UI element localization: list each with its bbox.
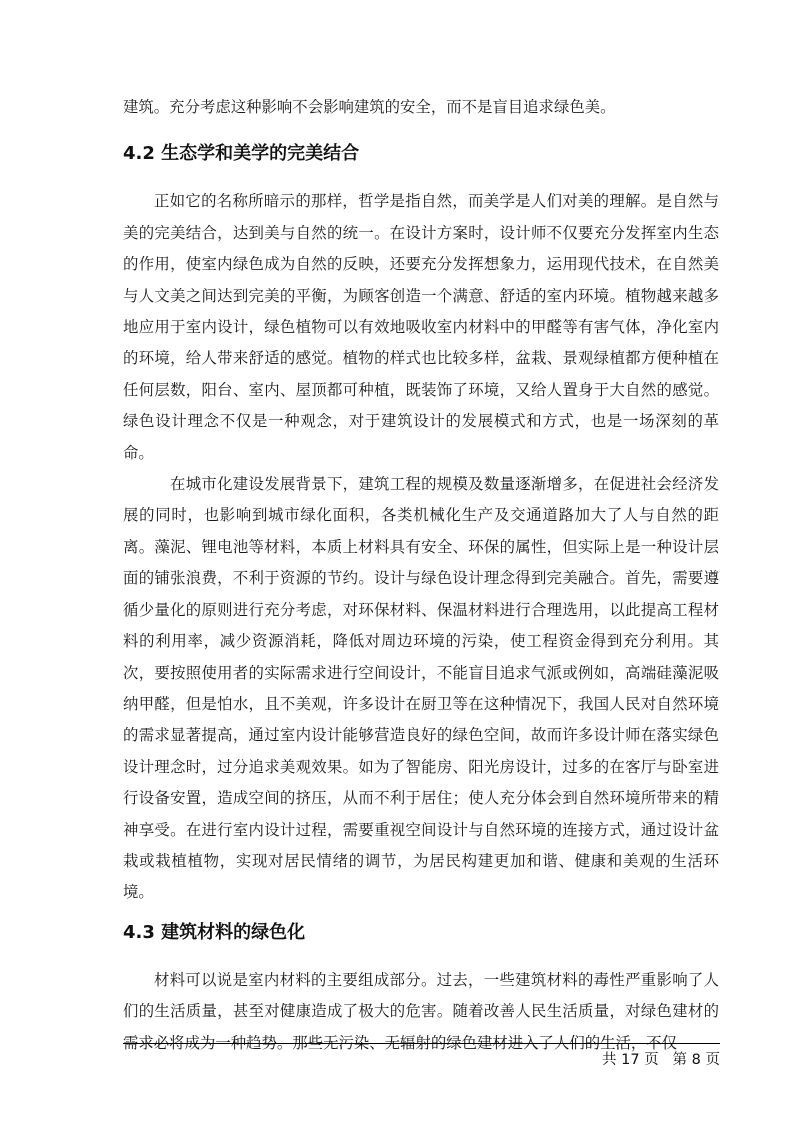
page-body <box>123 92 719 1059</box>
intro-paragraph: 建筑。充分考虑这种影响不会影响建筑的安全，而不是盲目追求绿色美。 <box>123 98 616 116</box>
section-heading-4-3: 4.3 建筑材料的绿色化 <box>123 921 306 943</box>
footer-divider <box>123 1043 720 1044</box>
section-heading-4-2: 4.2 生态学和美学的完美结合 <box>123 143 360 165</box>
page-number: 共 17 页 第 8 页 <box>602 1052 720 1068</box>
section-4-3-paragraph-1: 材料可以说是室内材料的主要组成部分。过去，一些建筑材料的毒性严重影响了人们的生活质量，甚至对健康造成了极大的危害。随着改善人民生活质量，对绿色建材的需求必将成为一种趋势。那些无污染、无辐射的绿色建材进入了人们的生活，不仅 <box>123 970 719 1052</box>
section-4-2-paragraph-1: 正如它的名称所暗示的那样，哲学是指自然，而美学是人们对美的理解。是自然与美的完美结合，达到美与自然的统一。在设计方案时，设计师不仅要充分发挥室内生态的作用，使室内绿色成为自然的反映，还要充分发挥想象力，运用现代技术，在自然美与人文美之间达到完美的平衡，为顾客创造一个满意、舒适的室内环境。植物越来越多地应用于室内设计，绿色植物可以有效地吸收室内材料中的甲醛等有害气体，净化室内的环境，给人带来舒适的感觉。植物的样式也比较多样，盆栽、景观绿植都方便种植在任何层数，阳台、室内、屋顶都可种植，既装饰了环境，又给人置身于大自然的感觉。绿色设计理念不仅是一种观念，对于建筑设计的发展模式和方式，也是一场深刻的革命。 <box>123 192 719 462</box>
section-4-2-paragraph-2: 在城市化建设发展背景下，建筑工程的规模及数量逐渐增多，在促进社会经济发展的同时，也影响到城市绿化面积，各类机械化生产及交通道路加大了人与自然的距离。藻泥、锂电池等材料，本质上材料具有安全、环保的属性，但实际上是一种设计层面的铺张浪费，不利于资源的节约。设计与绿色设计理念得到完美融合。首先，需要遵循少量化的原则进行充分考虑，对环保材料、保温材料进行合理选用，以此提高工程材料的利用率，减少资源消耗，降低对周边环境的污染，使工程资金得到充分利用。其次，要按照使用者的实际需求进行空间设计，不能盲目追求气派或例如，高端硅藻泥吸纳甲醛，但是怕水，且不美观，许多设计在厨卫等在这种情况下，我国人民对自然环境的需求显著提高，通过室内设计能够营造良好的绿色空间，故而许多设计师在落实绿色设计理念时，过分追求美观效果。如为了智能房、阳光房设计，过多的在客厅与卧室进行设备安置，造成空间的挤压，从而不利于居住；使人充分体会到自然环境所带来的精神享受。在进行室内设计过程，需要重视空间设计与自然环境的连接方式，通过设计盆栽或栽植植物，实现对居民情绪的调节，为居民构建更加和谐、健康和美观的生活环境。 <box>123 475 719 902</box>
